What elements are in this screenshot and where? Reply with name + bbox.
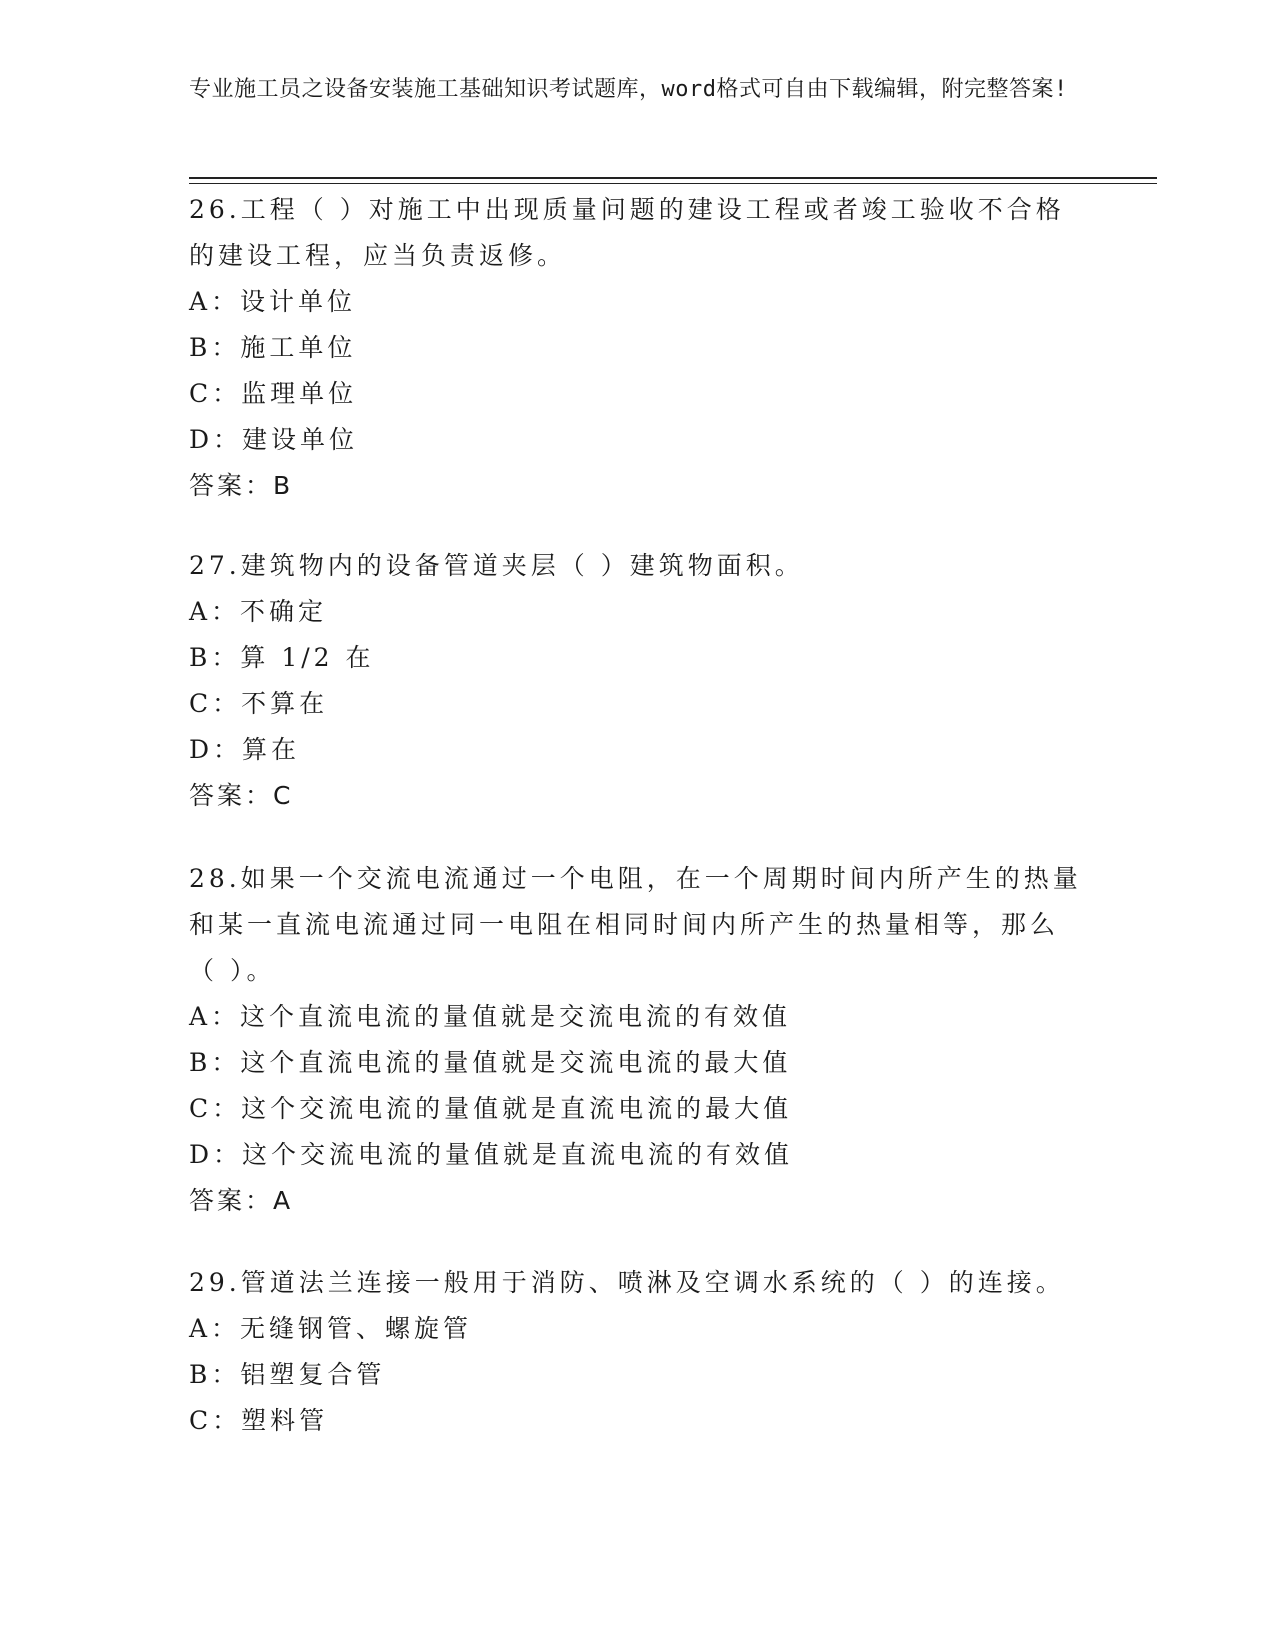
- option-d: D：算在: [189, 735, 301, 764]
- option-d: D：这个交流电流的量值就是直流电流的有效值: [189, 1140, 794, 1169]
- question-stem: （ ）。: [189, 956, 276, 985]
- question-stem: 27.建筑物内的设备管道夹层（ ）建筑物面积。: [189, 551, 804, 580]
- option-b: B：铝塑复合管: [189, 1360, 386, 1389]
- option-a: A：设计单位: [189, 287, 357, 316]
- question-stem: 28.如果一个交流电流通过一个电阻，在一个周期时间内所产生的热量: [189, 864, 1082, 893]
- answer-line: 答案：B: [189, 471, 294, 500]
- question-stem: 的建设工程，应当负责返修。: [189, 241, 567, 270]
- option-a: A：不确定: [189, 597, 328, 626]
- question-27: [189, 543, 1089, 819]
- option-a: A：这个直流电流的量值就是交流电流的有效值: [189, 1002, 792, 1031]
- document-header: 专业施工员之设备安装施工基础知识考试题库，word格式可自由下载编辑，附完整答案!: [189, 77, 1068, 102]
- question-26: [189, 187, 1089, 509]
- question-stem: 29.管道法兰连接一般用于消防、喷淋及空调水系统的（ ）的连接。: [189, 1268, 1065, 1297]
- option-b: B：施工单位: [189, 333, 357, 362]
- option-c: C：塑料管: [189, 1406, 329, 1435]
- question-stem: 和某一直流电流通过同一电阻在相同时间内所产生的热量相等，那么: [189, 910, 1060, 939]
- answer-line: 答案：A: [189, 1186, 294, 1215]
- option-b: B：算 1/2 在: [189, 643, 375, 672]
- option-d: D：建设单位: [189, 425, 359, 454]
- option-c: C：不算在: [189, 689, 329, 718]
- option-b: B：这个直流电流的量值就是交流电流的最大值: [189, 1048, 792, 1077]
- question-stem: 26.工程（ ）对施工中出现质量问题的建设工程或者竣工验收不合格: [189, 195, 1065, 224]
- question-29: [189, 1260, 1089, 1444]
- option-c: C：监理单位: [189, 379, 358, 408]
- answer-line: 答案：C: [189, 781, 294, 810]
- question-28: [189, 856, 1089, 1224]
- header-divider-thin: [189, 183, 1157, 184]
- header-divider: [189, 177, 1157, 179]
- option-c: C：这个交流电流的量值就是直流电流的最大值: [189, 1094, 793, 1123]
- option-a: A：无缝钢管、螺旋管: [189, 1314, 473, 1343]
